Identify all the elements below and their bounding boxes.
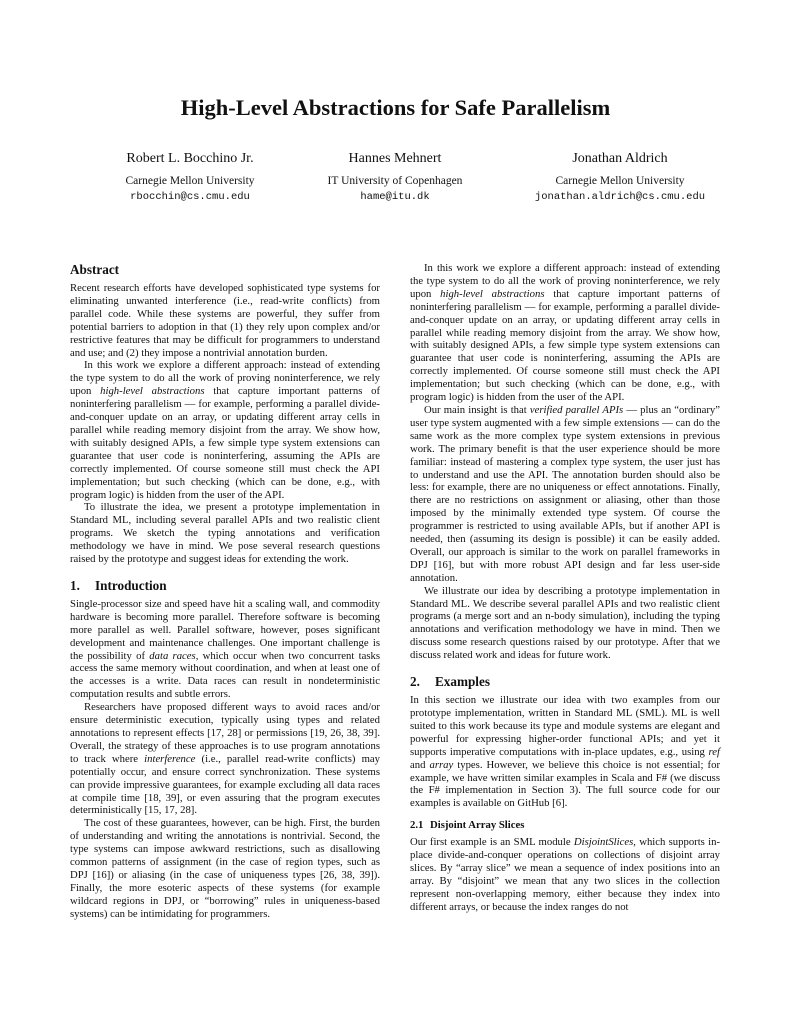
body-paragraph: In this section we illustrate our idea with two examples from our prototype implementation, written in Standard ML (SML). ML is well suited to this work because its type and module systems are elegant and powerful for expressing higher-order functional APIs; and yet it supports imperative computations with in-place updates, e.g., using ref and array types. However, we believe this choice is not essential; for example, we have written similar examples in Scala and F# (we discuss the F# implementation in Section 3). The full source code for our examples is available on GitHub [6].	[410, 694, 720, 810]
author-email: hame@itu.dk	[360, 191, 430, 203]
abstract-paragraph: Recent research efforts have developed sophisticated type systems for eliminating unwanted interference (i.e., read-write conflicts) from parallel code. While these systems are powerful, they suffer from potential barriers to adoption in that (1) they rely upon complex and/or restrictive features that may be difficult for programmers to understand and use; and (2) they impose a nontrivial annotation burden.	[70, 282, 380, 359]
body-paragraph: The cost of these guarantees, however, can be high. First, the burden of understanding and writing the annotations is nontrivial. Second, the type systems can impose awkward restrictions, such as disallowing common patterns of assignment (in the case of region types, such as DPJ [16]) or aliasing (in the case of uniqueness types [26, 38, 39]). Finally, the more esoteric aspects of these systems (for example wildcard regions in DPJ, or “borrowing” rules in uniqueness-based systems) can be intimidating for programmers.	[70, 817, 380, 920]
right-column	[410, 262, 720, 914]
author-name: Hannes Mehnert	[348, 151, 442, 166]
abstract-paragraph: In this work we explore a different approach: instead of extending the type system to do all the work of proving noninterference, we rely upon high-level abstractions that capture important patterns of noninterfering parallelism — for example, performing a parallel divide-and-conquer update on an array, or updating different array cells in parallel while reading memory disjoint from the array. We show how, with suitably designed APIs, a few simple type system extensions can guarantee that user code is noninterfering, assuming the APIs are correctly implemented. Of course someone still must check the API implementation; but such checking (which can be done, e.g., with program logic) is hidden from the user of the API.	[70, 359, 381, 501]
body-paragraph: Our first example is an SML module DisjointSlices, which supports in-place divide-and-conquer operations on collections of disjoint array slices. By “array slice” we mean a sequence of index positions into an array. By “disjoint” we mean that any two slices in the collection represent non-overlapping memory, either because they index into different arrays, or because the index ranges do not	[410, 836, 721, 913]
section-heading-examples: 2. Examples	[410, 674, 490, 690]
paper-title: High-Level Abstractions for Safe Parallelism	[180, 95, 611, 120]
author-name: Robert L. Bocchino Jr.	[126, 151, 254, 166]
body-paragraph: Our main insight is that verified parallel APIs — plus an “ordinary” user type system augmented with a few simple extensions — can do the same work as the more complex type system extensions in previous work. The primary benefit is that the user experience should be more familiar: instead of mastering a complex type system, the user just has to understand and use the API. The annotation burden should also be less: for example, there are no uniqueness or effect annotations. Finally, there are no restrictions on assignment or aliasing, other than those imposed by the minimally extended type system. Of course the programmer is restricted to using available APIs, but if another API is needed, then (assuming its design is possible) it can be easily added. Overall, our approach is similar to the work on parallel frameworks in DPJ [16], but with more robust API design and far less user-side annotation.	[410, 403, 720, 584]
subsection-heading-disjoint-array-slices: 2.1 Disjoint Array Slices	[410, 819, 525, 832]
author-affiliation: Carnegie Mellon University	[555, 175, 685, 187]
left-column	[70, 262, 380, 921]
body-paragraph: In this work we explore a different approach: instead of extending the type system to do all the work of proving noninterference, we rely upon high-level abstractions that capture important patterns of noninterfering parallelism — for example, performing a parallel divide-and-conquer update on an array, or updating different array cells in parallel while reading memory disjoint from the array. We show how, with suitably designed APIs, a few simple type system extensions can guarantee that user code is noninterfering, assuming the APIs are correctly implemented. Of course someone still must check the API implementation; but such checking (which can be done, e.g., with program logic) is hidden from the user of the API.	[410, 262, 721, 404]
section-heading-introduction: 1. Introduction	[70, 577, 167, 593]
body-paragraph: Researchers have proposed different ways to avoid races and/or ensure deterministic execution, typically using types and related annotations to represent effects [17, 28] or permissions [19, 26, 38, 39]. Overall, the strategy of these approaches is to use program annotations to track where interference (i.e., parallel read-write conflicts) may potentially occur, and ensure correct synchronization. These systems can provide impressive guarantees, for example excluding all data races at compile time [18, 39], or even assuring that the program executes deterministically [15, 17, 28].	[70, 701, 381, 817]
author-block-3	[490, 150, 750, 205]
body-paragraph: Single-processor size and speed have hit a scaling wall, and commodity hardware is becoming more parallel. Therefore software is becoming more parallel as well. Parallel software, however, poses significant development and maintenance challenges. One important challenge is the possibility of data races, which occur when two concurrent tasks access the same memory without coordination, and when at least one of the accesses is a write. Data races can result in nondeterministic computation results and subtle errors.	[70, 597, 380, 701]
author-affiliation: IT University of Copenhagen	[327, 175, 463, 187]
author-email: jonathan.aldrich@cs.cmu.edu	[534, 191, 706, 203]
abstract-heading: Abstract	[70, 262, 120, 277]
author-name: Jonathan Aldrich	[572, 151, 668, 166]
author-affiliation: Carnegie Mellon University	[125, 175, 255, 187]
body-paragraph: We illustrate our idea by describing a prototype implementation in Standard ML. We describe several parallel APIs and two realistic client programs (a merge sort and an n-body simulation), including the typing annotations and verification methodology we have in mind. Then we discuss some research questions raised by our prototype. After that we discuss related work and ideas for future work.	[410, 584, 720, 662]
author-block-2	[265, 150, 525, 205]
abstract-paragraph: To illustrate the idea, we present a prototype implementation in Standard ML, including several parallel APIs and two realistic client programs. We sketch the typing annotations and verification methodology we have in mind. We pose several research questions raised by the prototype and suggest ideas for extending the work.	[70, 501, 380, 566]
author-email: rbocchin@cs.cmu.edu	[130, 191, 250, 203]
